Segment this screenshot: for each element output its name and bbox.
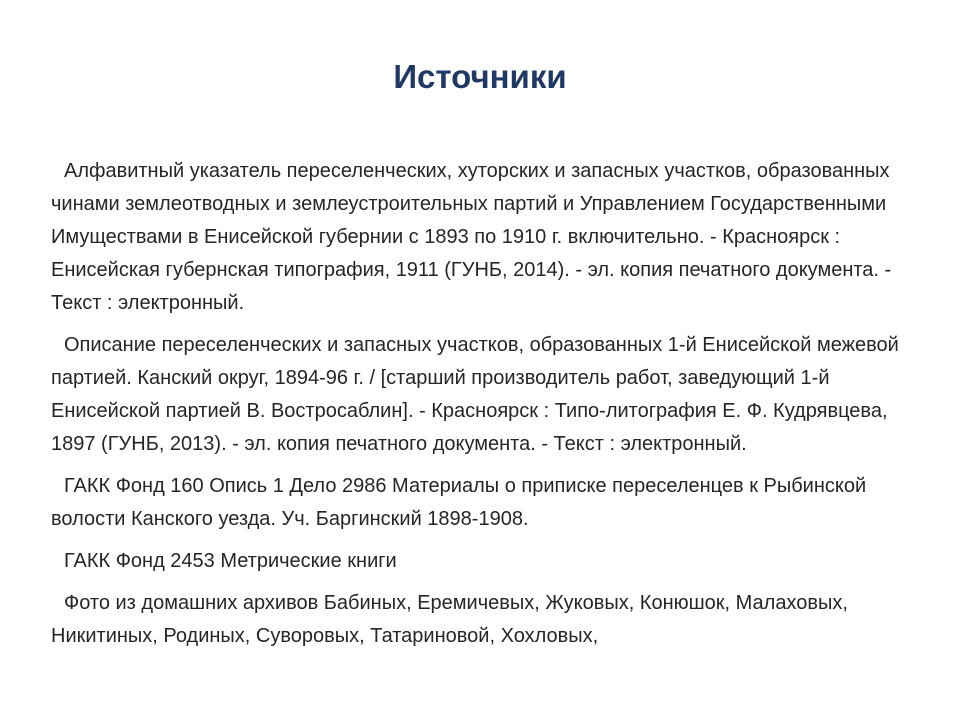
source-item-3: ГАКК Фонд 160 Опись 1 Дело 2986 Материалы о приписке переселенцев к Рыбинской волости Канского уезда. Уч. Баргинский 1898-1908. — [51, 475, 867, 530]
source-item-5: Фото из домашних архивов Бабиных, Еремичевых, Жуковых, Конюшок, Малаховых, Никитиных, Родиных, Суворовых, Татариновой, Хохловых, — [51, 592, 848, 647]
source-item-1: Алфавитный указатель переселенческих, хуторских и запасных участков, образованных чинами землеотводных и землеустроительных партий и Управлением Государственными Имуществами в Енисейской губернии с 1893 по 1910 г. включительно. - Красноярск : Енисейская губернская типография, 1911 (ГУНБ, 2014). - эл. копия печатного документа. - Текст : электронный. — [51, 160, 892, 314]
source-item-2: Описание переселенческих и запасных участков, образованных 1-й Енисейской межевой партией. Канский округ, 1894-96 г. / [старший производитель работ, заведующий 1-й Енисейской партией В. Востросаблин]. - Красноярск : Типо-литография Е. Ф. Кудрявцева, 1897 (ГУНБ, 2013). - эл. копия печатного документа. - Текст : электронный. — [51, 334, 899, 455]
sources-list — [51, 155, 921, 662]
page-title: Источники — [393, 58, 567, 95]
source-item-4: ГАКК Фонд 2453 Метрические книги — [64, 550, 397, 572]
